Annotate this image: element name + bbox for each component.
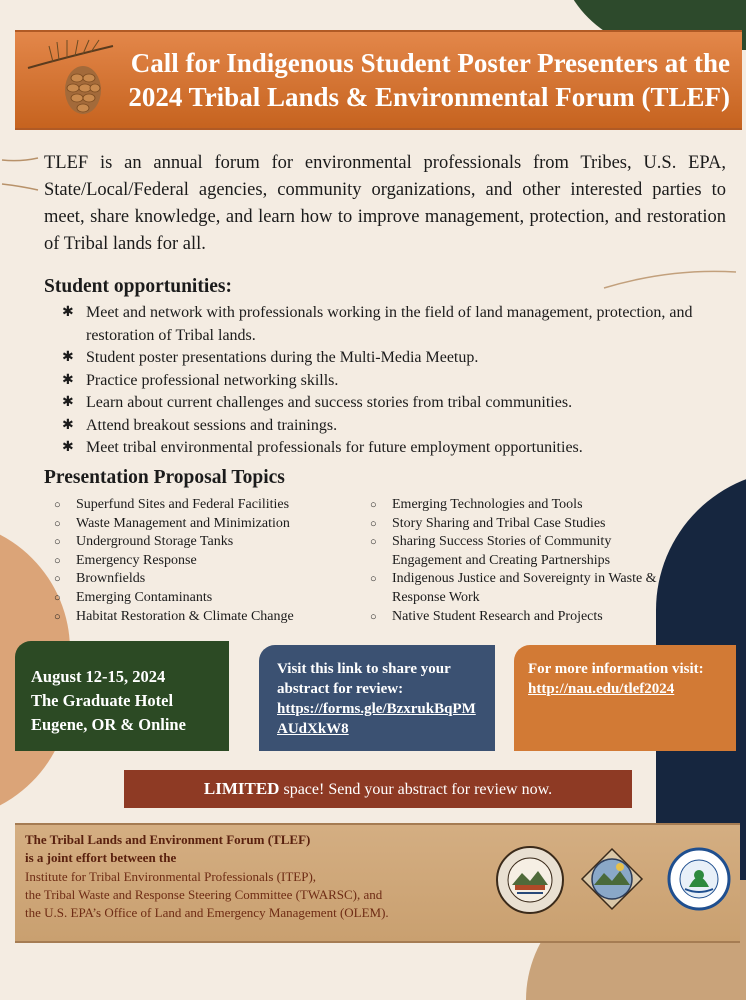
limited-space-banner bbox=[124, 770, 632, 808]
star-bullet-icon: ✱ bbox=[62, 372, 74, 388]
list-item: ○ Brownfields bbox=[52, 570, 352, 589]
circle-bullet-icon: ○ bbox=[54, 591, 61, 604]
student-opportunities-list bbox=[62, 302, 712, 460]
list-item: ○ Habitat Restoration & Climate Change bbox=[52, 608, 352, 627]
twarsc-logo-icon bbox=[580, 847, 644, 911]
event-location: Eugene, OR & Online bbox=[31, 715, 186, 734]
page-title bbox=[120, 46, 730, 114]
list-item: ○ Waste Management and Minimization bbox=[52, 515, 352, 534]
list-item: ✱ Meet tribal environmental professionals for future employment opportunities. bbox=[62, 437, 712, 460]
circle-bullet-icon: ○ bbox=[370, 610, 377, 623]
title-line-1: Call for Indigenous Student Poster Presenters at the bbox=[130, 48, 730, 78]
list-item: ○ Underground Storage Tanks bbox=[52, 533, 352, 552]
title-line-2: 2024 Tribal Lands & Environmental Forum (TLEF) bbox=[128, 82, 730, 112]
more-info-link[interactable]: http://nau.edu/tlef2024 bbox=[528, 681, 675, 697]
more-info-box bbox=[514, 645, 736, 751]
circle-bullet-icon: ○ bbox=[54, 554, 61, 567]
list-item: ○ Superfund Sites and Federal Facilities bbox=[52, 496, 352, 515]
limited-rest: space! Send your abstract for review now. bbox=[279, 781, 553, 798]
list-item: ✱ Meet and network with professionals working in the field of land management, protection, and restoration of Tribal lands. bbox=[62, 304, 693, 344]
footer-line-4: the Tribal Waste and Response Steering Committee (TWARSC), and bbox=[25, 886, 383, 902]
circle-bullet-icon: ○ bbox=[370, 499, 377, 511]
list-item: ○ Emergency Response bbox=[52, 552, 352, 571]
circle-bullet-icon: ○ bbox=[54, 610, 61, 623]
list-item: ✱ Practice professional networking skills. bbox=[62, 370, 712, 393]
swoosh-decoration-icon bbox=[0, 140, 40, 200]
footer-text bbox=[25, 831, 495, 922]
footer-line-5: the U.S. EPA’s Office of Land and Emergency Management (OLEM). bbox=[25, 905, 389, 921]
footer-line-3: Institute for Tribal Environmental Professionals (ITEP), bbox=[25, 868, 317, 884]
more-info-text: For more information visit: bbox=[528, 661, 704, 677]
limited-strong: LIMITED bbox=[203, 779, 280, 798]
list-item: ✱ Learn about current challenges and success stories from tribal communities. bbox=[62, 392, 712, 415]
event-venue: The Graduate Hotel bbox=[31, 691, 174, 710]
topics-list-right bbox=[368, 496, 680, 626]
topics-heading: Presentation Proposal Topics bbox=[44, 467, 285, 488]
header-banner bbox=[15, 30, 742, 130]
list-item: ○ Sharing Success Stories of Community Engagement and Creating Partnerships bbox=[370, 534, 612, 568]
circle-bullet-icon: ○ bbox=[54, 573, 61, 586]
submit-text: Visit this link to share your abstract for review: bbox=[277, 661, 451, 697]
footer-panel bbox=[15, 823, 740, 943]
event-dates: August 12-15, 2024 bbox=[31, 667, 166, 686]
itep-logo-icon bbox=[495, 845, 565, 915]
pinecone-icon bbox=[23, 38, 123, 124]
student-opportunities-heading: Student opportunities: bbox=[44, 276, 232, 297]
circle-bullet-icon: ○ bbox=[370, 536, 377, 549]
list-item: ○ Indigenous Justice and Sovereignty in Waste & Response Work bbox=[370, 571, 657, 605]
list-item: ✱ Student poster presentations during the Multi-Media Meetup. bbox=[62, 347, 712, 370]
epa-seal-icon bbox=[667, 847, 731, 911]
star-bullet-icon: ✱ bbox=[62, 440, 74, 455]
star-bullet-icon: ✱ bbox=[62, 417, 74, 433]
list-item: ○ Native Student Research and Projects bbox=[368, 608, 680, 627]
star-bullet-icon: ✱ bbox=[62, 305, 74, 320]
footer-line-1: The Tribal Lands and Environment Forum (TLEF) bbox=[25, 832, 311, 847]
list-item: ✱ Attend breakout sessions and trainings. bbox=[62, 415, 712, 438]
circle-bullet-icon: ○ bbox=[54, 499, 61, 511]
star-bullet-icon: ✱ bbox=[62, 350, 74, 365]
circle-bullet-icon: ○ bbox=[370, 573, 377, 586]
list-item: ○ Story Sharing and Tribal Case Studies bbox=[368, 515, 680, 534]
list-item: ○ Emerging Contaminants bbox=[52, 589, 352, 608]
list-item: ○ Emerging Technologies and Tools bbox=[368, 496, 680, 515]
footer-line-2: is a joint effort between the bbox=[25, 850, 177, 866]
submit-abstract-box bbox=[259, 645, 495, 751]
topics-list-left bbox=[52, 496, 352, 626]
circle-bullet-icon: ○ bbox=[54, 517, 61, 530]
swoosh-right-decoration-icon bbox=[600, 262, 740, 292]
circle-bullet-icon: ○ bbox=[370, 517, 377, 530]
star-bullet-icon: ✱ bbox=[62, 395, 74, 410]
event-details-box bbox=[15, 641, 229, 751]
submit-abstract-link[interactable]: https://forms.gle/BzxrukBqPMAUdXkW8 bbox=[277, 701, 476, 737]
circle-bullet-icon: ○ bbox=[54, 536, 61, 549]
intro-paragraph: TLEF is an annual forum for environmental professionals from Tribes, U.S. EPA, State/Local/Federal agencies, community organizations, and other interested parties to meet, share knowledge, and learn how to improve management, protection, and restoration of Tribal lands for all. bbox=[44, 153, 726, 254]
